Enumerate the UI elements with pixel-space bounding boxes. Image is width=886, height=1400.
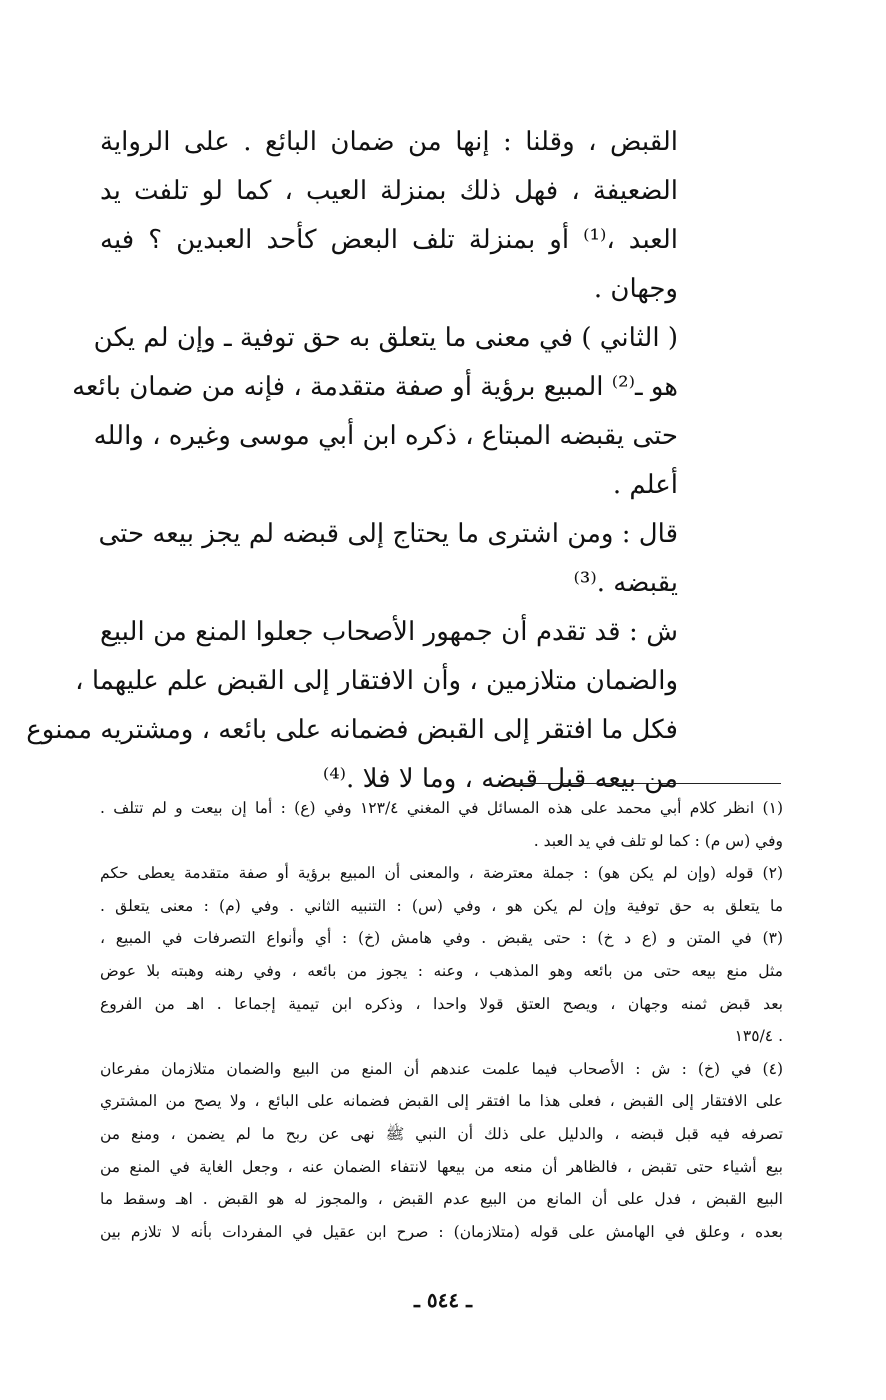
footnote-line: مثل منع بيعه حتى من بائعه وهو المذهب ، وعنه : يجوز من بائعه ، وفي رهنه وهبته بلا عوض [100, 961, 783, 980]
footnote-line: البيع القبض ، فدل على أن المانع من البيع عدم القبض ، والمجوز له هو القبض . اهـ وسقط ما [100, 1190, 783, 1209]
main-line: حتى يقبضه المبتاع ، ذكره ابن أبي موسى وغيره ، والله [93, 421, 678, 451]
footnote-line: (٤) في (خ) : ش : الأصحاب فيما علمت عندهم أن المنع من البيع والضمان متلازمان مفرعان [100, 1059, 783, 1078]
main-line: قال : ومن اشترى ما يحتاج إلى قبضه لم يجز بيعه حتى [98, 519, 678, 549]
footnote-line: بعد قبض ثمنه وجهان ، ويصح العتق قولا واحدا ، وذكره ابن تيمية إجماعا . اهـ من الفروع [100, 994, 783, 1013]
footnote-line: بعده ، وعلق في الهامش على قوله (متلازمان) : صرح ابن عقيل في المفردات بأنه لا تلازم بين [100, 1222, 783, 1241]
main-line: العبد ،⁽¹⁾ أو بمنزلة تلف البعض كأحد العبدين ؟ فيه [100, 225, 678, 255]
footnotes-block [100, 792, 783, 1248]
footnote-line: ما يتعلق به حق توفية وإن لم يكن هو ، وفي (س) : التنبيه الثاني . وفي (م) : معنى يتعلق . [100, 896, 783, 915]
footnote-line: . ١٣٥/٤ [734, 1027, 783, 1046]
main-line: القبض ، وقلنا : إنها من ضمان البائع . على الرواية [100, 127, 678, 157]
main-line: وجهان . [593, 274, 678, 304]
main-line: يقبضه .⁽³⁾ [573, 568, 678, 598]
main-line: أعلم . [612, 470, 678, 500]
footnote-line: تصرفه فيه قبل قبضه ، والدليل على ذلك أن النبي ﷺ نهى عن ربح ما لم يضمن ، ومنع من [100, 1124, 783, 1143]
main-line: هو ـ⁽²⁾ المبيع برؤية أو صفة متقدمة ، فإنه من ضمان بائعه [72, 372, 678, 402]
main-line: فكل ما افتقر إلى القبض فضمانه على بائعه ، ومشتريه ممنوع [26, 715, 678, 745]
main-line: من بيعه قبل قبضه ، وما لا فلا .⁽⁴⁾ [322, 764, 678, 794]
footnote-line: وفي (س م) : كما لو تلف في يد العبد . [533, 831, 783, 850]
page-number: ـ ٥٤٤ ـ [414, 1288, 472, 1312]
footnote-line: على الافتقار إلى القبض ، فعلى هذا ما افتقر إلى القبض فضمانه على البائع ، ولا يصح من المشتري [100, 1092, 783, 1111]
main-line: ش : قد تقدم أن جمهور الأصحاب جعلوا المنع من البيع [100, 617, 678, 647]
main-text-block [26, 118, 678, 804]
footnote-line: بيع أشياء حتى تقبض ، فالظاهر أن منعه من بيعها لانتفاء الضمان عنه ، وجعل الغاية في المنع من [100, 1157, 783, 1176]
main-line: والضمان متلازمين ، وأن الافتقار إلى القبض علم عليهما ، [75, 666, 678, 696]
footnote-line: (٣) في المتن و (ع د خ) : حتى يقبض . وفي هامش (خ) : أي وأنواع التصرفات في المبيع ، [100, 929, 783, 948]
footnote-separator [515, 783, 781, 784]
footnote-line: (٢) قوله (وإن لم يكن هو) : جملة معترضة ، والمعنى أن المبيع برؤية أو صفة متقدمة يعطى حكم [100, 864, 783, 883]
main-line: الضعيفة ، فهل ذلك بمنزلة العيب ، كما لو تلفت يد [100, 176, 678, 206]
main-line: ( الثاني ) في معنى ما يتعلق به حق توفية ـ وإن لم يكن [93, 323, 678, 353]
footnote-line: (١) انظر كلام أبي محمد على هذه المسائل في المغني ١٢٣/٤ وفي (ع) : أما إن بيعت و لم تتلف . [100, 799, 783, 817]
